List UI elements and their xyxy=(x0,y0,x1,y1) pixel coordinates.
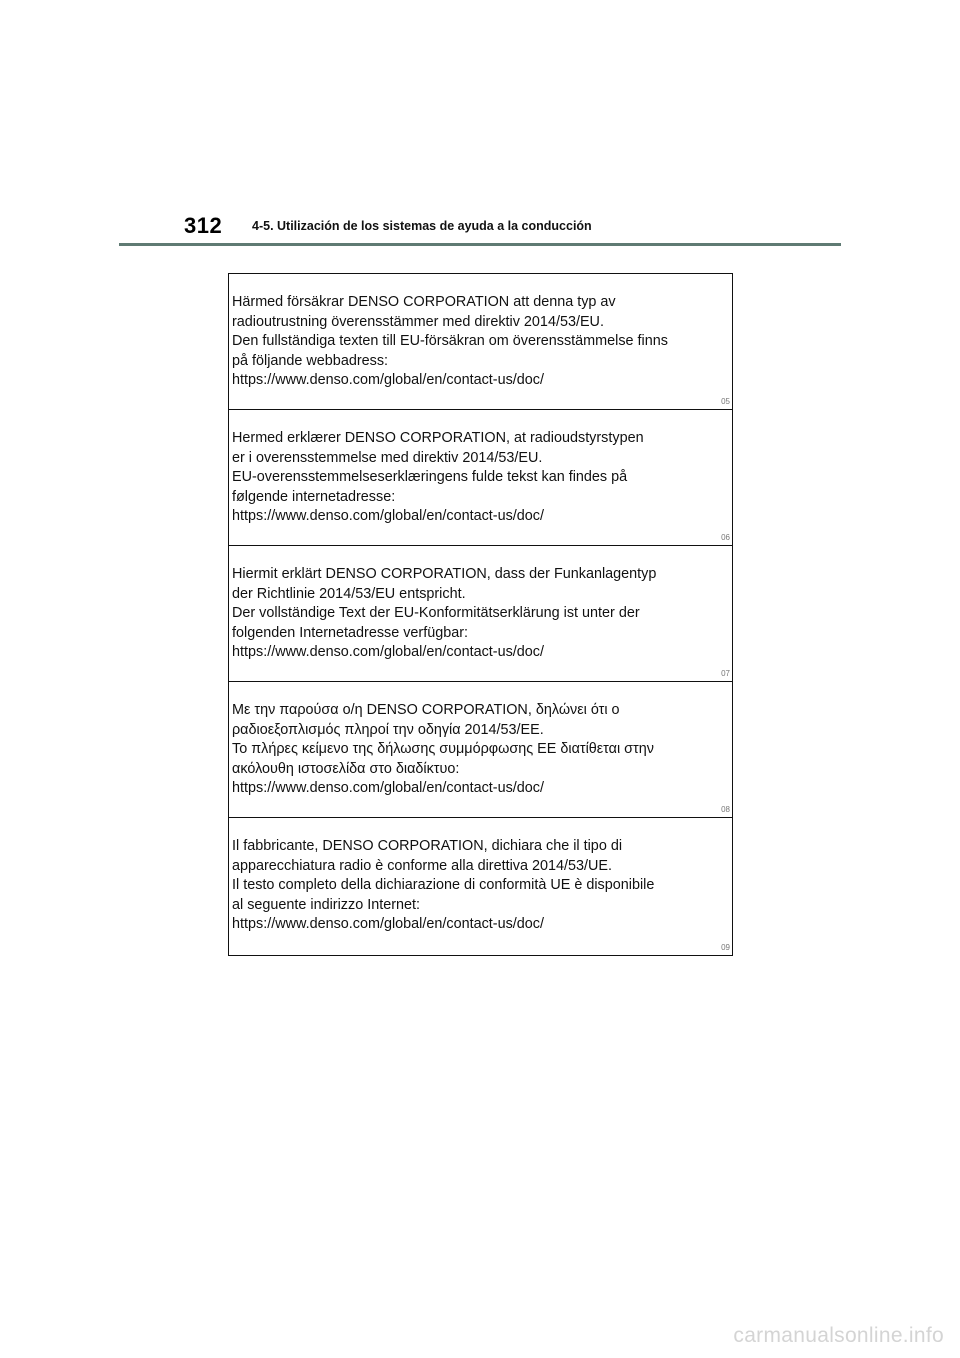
declaration-url: https://www.denso.com/global/en/contact-us/doc/ xyxy=(232,372,544,389)
declaration-line: EU-overensstemmelseserklæringens fulde tekst kan findes på xyxy=(232,469,628,486)
declaration-text xyxy=(232,837,726,935)
declaration-text xyxy=(232,565,726,663)
declaration-line: ραδιοεξοπλισμός πληροί την οδηγία 2014/53/ΕΕ. xyxy=(232,721,544,738)
declaration-table xyxy=(228,273,733,956)
page-number: 312 xyxy=(184,213,223,238)
declaration-line: apparecchiatura radio è conforme alla direttiva 2014/53/UE. xyxy=(232,857,612,874)
declaration-danish xyxy=(229,410,732,546)
declaration-line: Il fabbricante, DENSO CORPORATION, dichiara che il tipo di xyxy=(232,838,623,854)
declaration-line: Hiermit erklärt DENSO CORPORATION, dass der Funkanlagentyp xyxy=(232,566,657,582)
declaration-code: 05 xyxy=(721,397,730,406)
declaration-text xyxy=(232,429,726,527)
declaration-url: https://www.denso.com/global/en/contact-us/doc/ xyxy=(232,780,544,797)
declaration-line: Hermed erklærer DENSO CORPORATION, at radioudstyrstypen xyxy=(232,430,644,446)
declaration-line: der Richtlinie 2014/53/EU entspricht. xyxy=(232,585,466,602)
declaration-line: folgenden Internetadresse verfügbar: xyxy=(232,624,469,641)
declaration-line: følgende internetadresse: xyxy=(232,488,396,505)
declaration-code: 06 xyxy=(721,533,730,542)
declaration-line: Den fullständiga texten till EU-försäkran om överensstämmelse finns xyxy=(232,333,668,350)
declaration-url: https://www.denso.com/global/en/contact-us/doc/ xyxy=(232,508,544,525)
declaration-italian xyxy=(229,818,732,955)
declaration-code: 08 xyxy=(721,805,730,814)
declaration-code: 07 xyxy=(721,669,730,678)
declaration-code: 09 xyxy=(721,943,730,952)
declaration-line: Der vollständige Text der EU-Konformitätserklärung ist unter der xyxy=(232,605,640,622)
section-title: 4-5. Utilización de los sistemas de ayuda a la conducción xyxy=(252,219,592,233)
declaration-line: al seguente indirizzo Internet: xyxy=(232,896,420,913)
declaration-text xyxy=(232,701,726,799)
declaration-line: er i overensstemmelse med direktiv 2014/53/EU. xyxy=(232,449,543,466)
declaration-german xyxy=(229,546,732,682)
declaration-line: på följande webbadress: xyxy=(232,352,389,369)
declaration-url: https://www.denso.com/global/en/contact-us/doc/ xyxy=(232,916,544,933)
page-header xyxy=(0,0,960,250)
declaration-line: Il testo completo della dichiarazione di conformità UE è disponibile xyxy=(232,877,655,894)
declaration-text xyxy=(232,293,726,391)
watermark: carmanualsonline.info xyxy=(733,1324,944,1347)
declaration-greek xyxy=(229,682,732,818)
declaration-line: Härmed försäkrar DENSO CORPORATION att denna typ av xyxy=(232,294,616,310)
declaration-line: Με την παρούσα ο/η DENSO CORPORATION, δηλώνει ότι ο xyxy=(232,702,620,718)
header-divider xyxy=(119,243,841,246)
declaration-swedish xyxy=(229,274,732,410)
declaration-line: radioutrustning överensstämmer med direktiv 2014/53/EU. xyxy=(232,313,604,330)
declaration-line: ακόλουθη ιστοσελίδα στο διαδίκτυο: xyxy=(232,760,460,777)
declaration-url: https://www.denso.com/global/en/contact-us/doc/ xyxy=(232,644,544,661)
declaration-line: Το πλήρες κείμενο της δήλωσης συμμόρφωσης ΕΕ διατίθεται στην xyxy=(232,741,654,758)
